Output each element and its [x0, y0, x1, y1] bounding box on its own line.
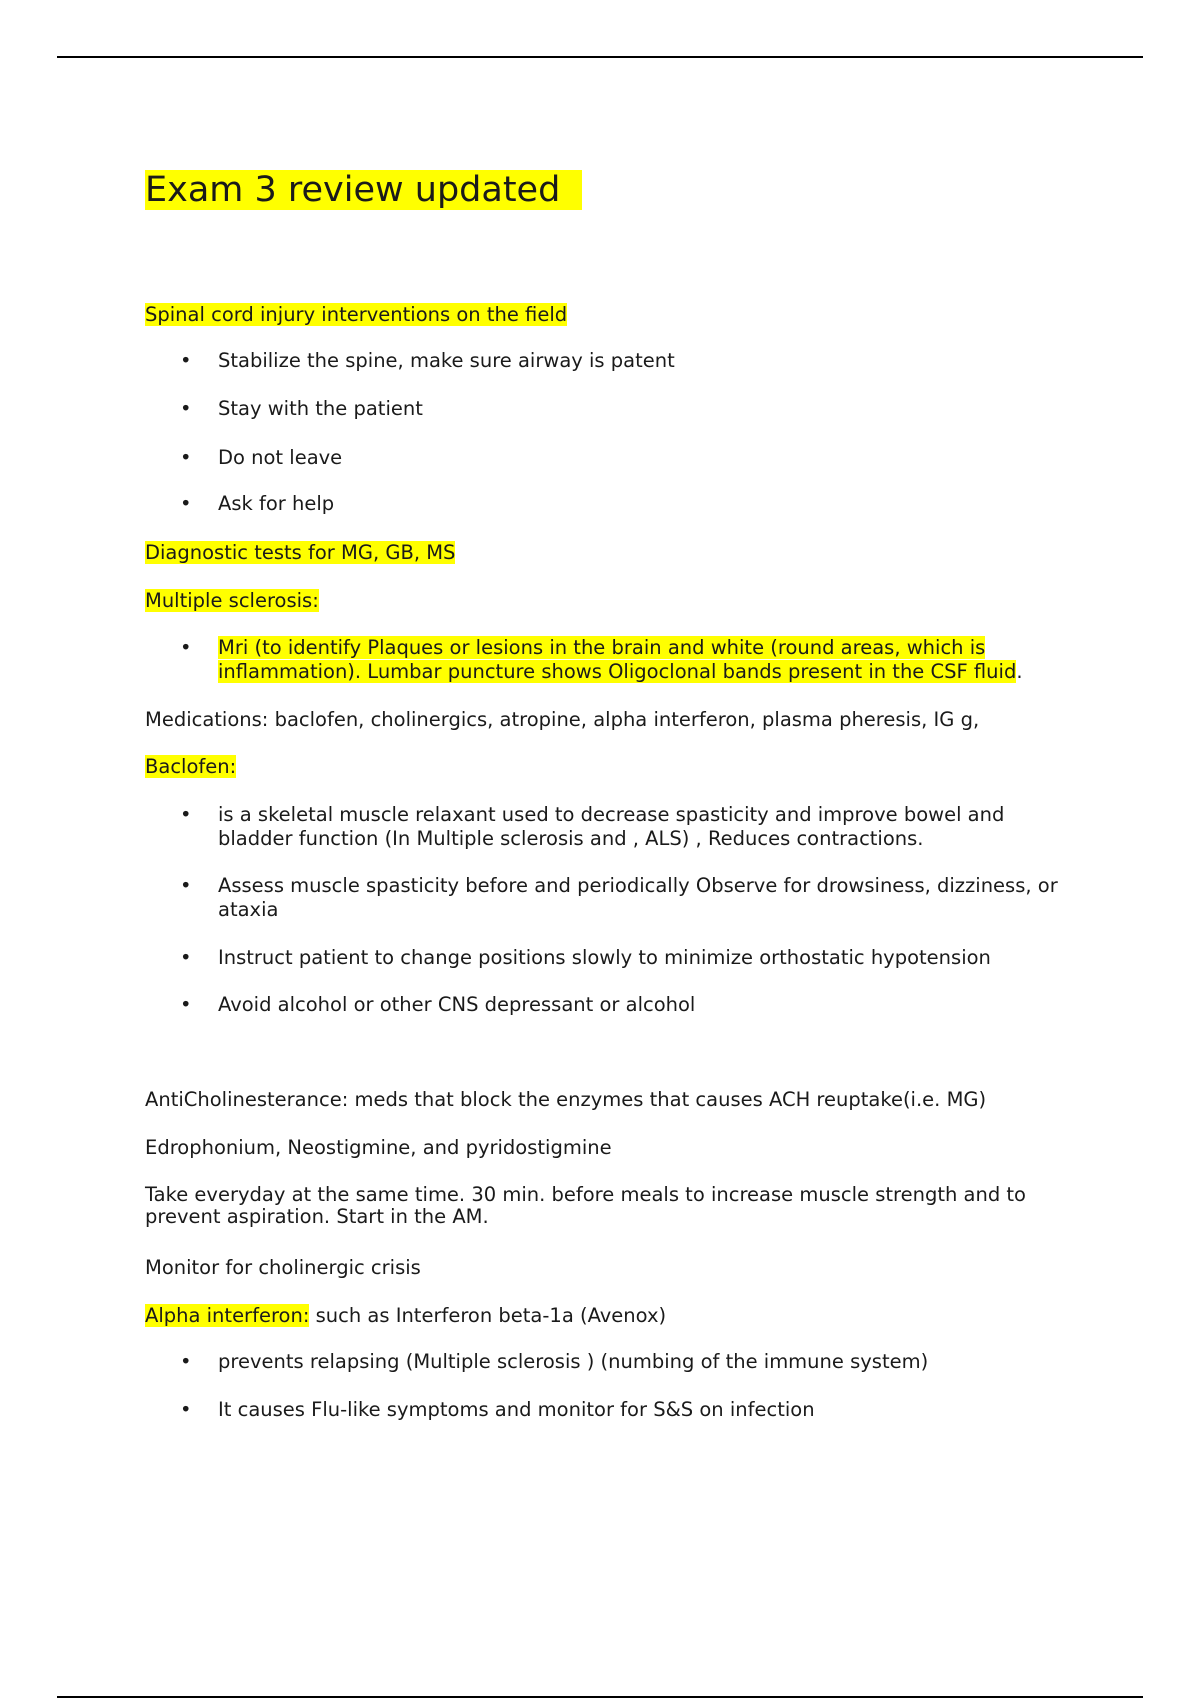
- anticholinesterase-monitor: Monitor for cholinergic crisis: [145, 1256, 421, 1279]
- list-item: • Do not leave: [218, 446, 1098, 470]
- list-item: • Stabilize the spine, make sure airway is patent: [218, 349, 1098, 373]
- anticholinesterase-drugs: Edrophonium, Neostigmine, and pyridostigmine: [145, 1136, 612, 1159]
- alpha-heading: Alpha interferon: such as Interferon beta-1a (Avenox): [145, 1304, 667, 1327]
- list-item: • Assess muscle spasticity before and periodically Observe for drowsiness, dizziness, or ataxia: [218, 874, 1098, 922]
- anticholinesterase-definition: AntiCholinesterance: meds that block the enzymes that causes ACH reuptake(i.e. MG): [145, 1088, 987, 1111]
- list-item: • Ask for help: [218, 492, 1098, 516]
- medications-line: Medications: baclofen, cholinergics, atropine, alpha interferon, plasma pheresis, IG g,: [145, 708, 980, 731]
- list-item: • Instruct patient to change positions slowly to minimize orthostatic hypotension: [218, 946, 1098, 970]
- list-item: • Mri (to identify Plaques or lesions in the brain and white (round areas, which is inflammation). Lumbar puncture shows Oligoclonal bands present in the CSF fluid.: [218, 636, 1098, 684]
- list-item: • Stay with the patient: [218, 397, 1098, 421]
- list-item: • is a skeletal muscle relaxant used to decrease spasticity and improve bowel and bladder function (In Multiple sclerosis and , ALS) , Reduces contractions.: [218, 803, 1058, 851]
- ms-heading: Multiple sclerosis:: [145, 589, 319, 612]
- list-item: • It causes Flu-like symptoms and monitor for S&S on infection: [218, 1398, 1098, 1422]
- anticholinesterase-instructions: Take everyday at the same time. 30 min. before meals to increase muscle strength and to prevent aspiration. Start in the AM.: [145, 1183, 1026, 1228]
- diagnostic-heading: Diagnostic tests for MG, GB, MS: [145, 541, 456, 564]
- list-item: • Avoid alcohol or other CNS depressant or alcohol: [218, 993, 1098, 1017]
- top-rule: [57, 56, 1143, 58]
- document-title: Exam 3 review updated: [145, 168, 582, 212]
- baclofen-heading: Baclofen:: [145, 755, 237, 778]
- bottom-rule: [57, 1696, 1143, 1698]
- spinal-heading: Spinal cord injury interventions on the field: [145, 303, 568, 326]
- list-item: • prevents relapsing (Multiple sclerosis ) (numbing of the immune system): [218, 1350, 1098, 1374]
